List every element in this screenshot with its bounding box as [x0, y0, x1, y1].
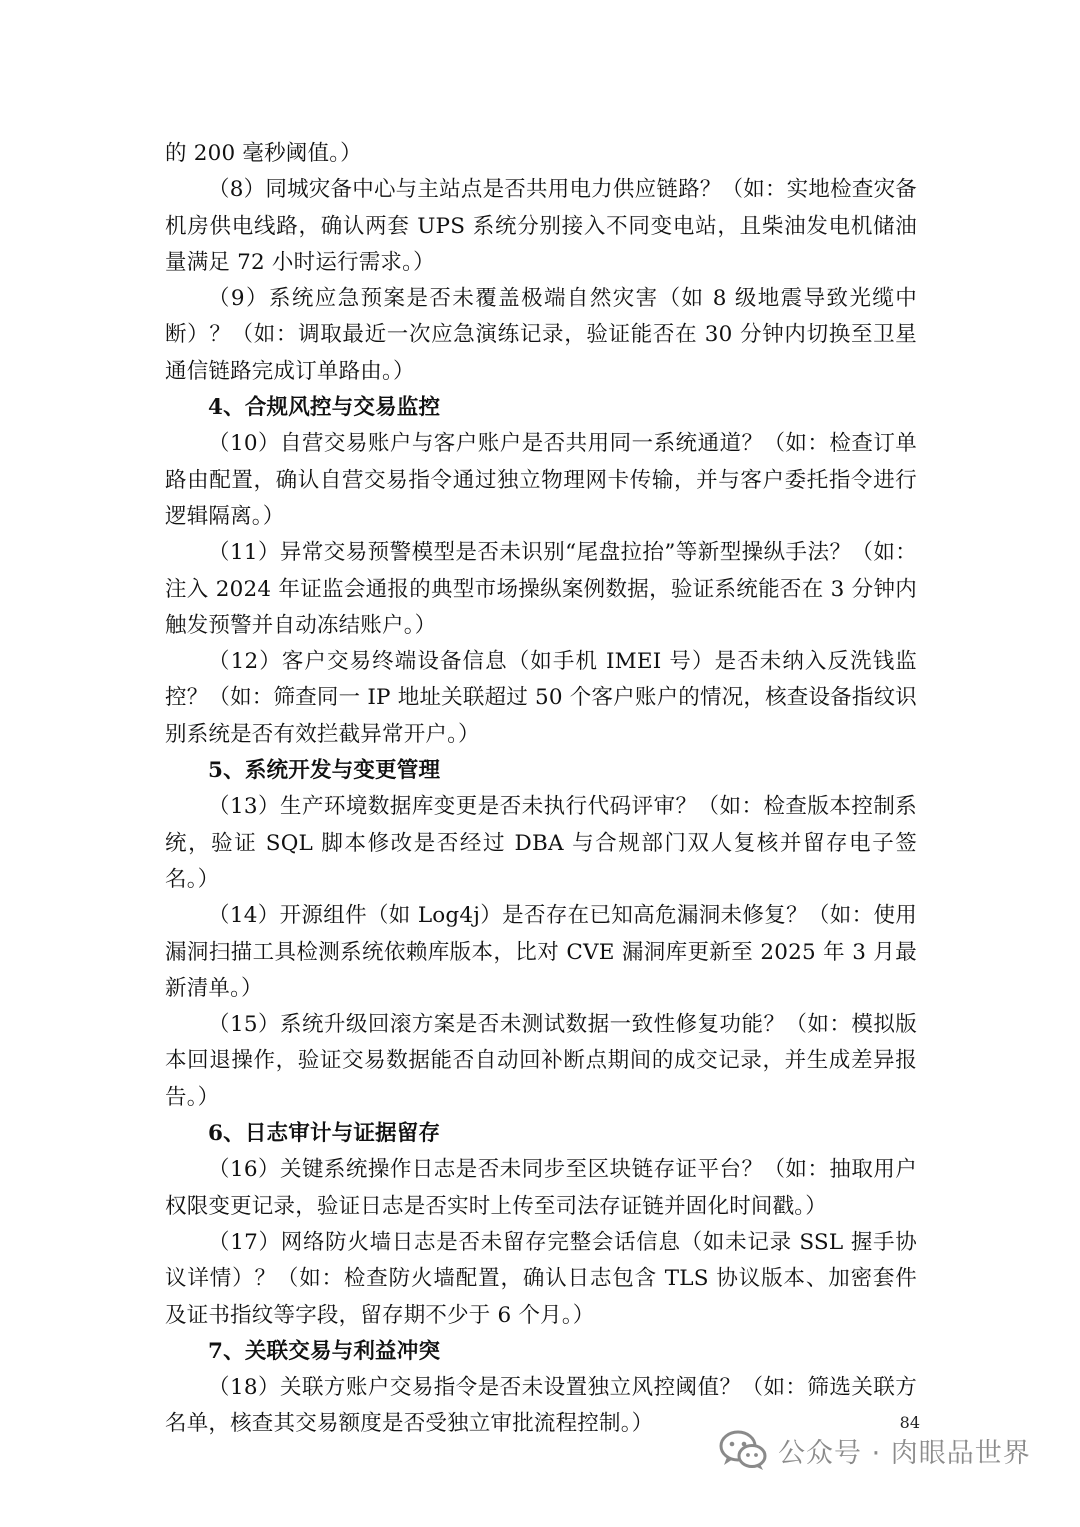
watermark-text: 公众号 · 肉眼品世界: [778, 1437, 1031, 1469]
paragraph-continued: 的 200 毫秒阈值。）: [165, 141, 362, 166]
checklist-item-18: （18）关联方账户交易指令是否未设置独立风控阈值？（如：筛选关联方名单，核查其交易额度是否受独立审批流程控制。）: [165, 1375, 917, 1437]
checklist-item-8: （8）同城灾备中心与主站点是否共用电力供应链路？（如：实地检查灾备机房供电线路，确认两套 UPS 系统分别接入不同变电站，且柴油发电机储油量满足 72 小时运行需求。）: [165, 177, 917, 275]
checklist-item-15: （15）系统升级回滚方案是否未测试数据一致性修复功能？（如：模拟版本回退操作，验证交易数据能否自动回补断点期间的成交记录，并生成差异报告。）: [165, 1012, 917, 1110]
checklist-item-17: （17）网络防火墙日志是否未留存完整会话信息（如未记录 SSL 握手协议详情）？（如：检查防火墙配置，确认日志包含 TLS 协议版本、加密套件及证书指纹等字段，留存期不少于 6 个月。）: [165, 1229, 917, 1328]
document-body: [165, 136, 917, 1443]
watermark: [718, 1425, 1031, 1475]
checklist-item-10: （10）自营交易账户与客户账户是否共用同一系统通道？（如：检查订单路由配置，确认自营交易指令通过独立物理网卡传输，并与客户委托指令进行逻辑隔离。）: [165, 431, 917, 529]
checklist-item-9: （9）系统应急预案是否未覆盖极端自然灾害（如 8 级地震导致光缆中断）？（如：调取最近一次应急演练记录，验证能否在 30 分钟内切换至卫星通信链路完成订单路由。）: [165, 286, 917, 384]
section-heading-4: 4、合规风控与交易监控: [208, 395, 441, 421]
section-heading-7: 7、关联交易与利益冲突: [208, 1338, 441, 1364]
checklist-item-16: （16）关键系统操作日志是否未同步至区块链存证平台？（如：抽取用户权限变更记录，验证日志是否实时上传至司法存证链并固化时间戳。）: [165, 1157, 917, 1219]
checklist-item-11: （11）异常交易预警模型是否未识别“尾盘拉抬”等新型操纵手法？（如：注入 2024 年证监会通报的典型市场操纵案例数据，验证系统能否在 3 分钟内触发预警并自动冻结账户。）: [165, 540, 917, 638]
page-number: 84: [899, 1413, 920, 1432]
wechat-icon: [718, 1429, 768, 1471]
checklist-item-13: （13）生产环境数据库变更是否未执行代码评审？（如：检查版本控制系统，验证 SQL 脚本修改是否经过 DBA 与合规部门双人复核并留存电子签名。）: [165, 794, 917, 892]
checklist-item-12: （12）客户交易终端设备信息（如手机 IMEI 号）是否未纳入反洗钱监控？（如：筛查同一 IP 地址关联超过 50 个客户账户的情况，核查设备指纹识别系统是否有效拦截异常开户。）: [165, 649, 917, 747]
checklist-item-14: （14）开源组件（如 Log4j）是否存在已知高危漏洞未修复？（如：使用漏洞扫描工具检测系统依赖库版本，比对 CVE 漏洞库更新至 2025 年 3 月最新清单。）: [165, 903, 917, 1001]
section-heading-5: 5、系统开发与变更管理: [208, 758, 441, 784]
section-heading-6: 6、日志审计与证据留存: [208, 1121, 441, 1147]
